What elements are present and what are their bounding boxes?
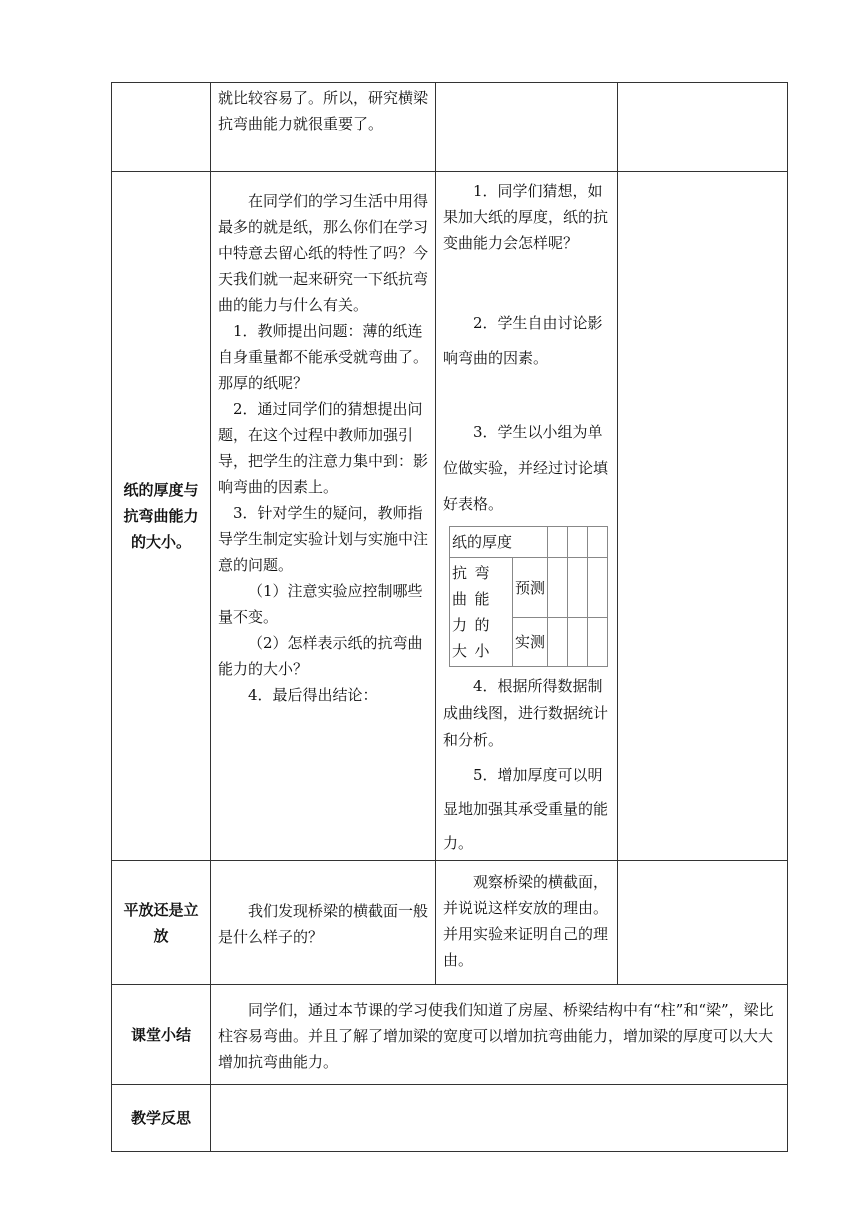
teacher-paragraph: 3．针对学生的疑问，教师指导学生制定实验计划与实施中注意的问题。	[218, 504, 429, 574]
lesson-plan-table	[111, 82, 788, 1152]
empty-cell	[618, 861, 788, 985]
student-paragraph: 1．同学们猜想，如果加大纸的厚度，纸的抗变曲能力会怎样呢？	[443, 182, 609, 252]
teacher-paragraph: （2）怎样表示纸的抗弯曲能力的大小？	[218, 634, 423, 678]
student-activity-cell	[436, 861, 618, 985]
data-cell[interactable]	[548, 527, 568, 558]
summary-text: 同学们，通过本节课的学习使我们知道了房屋、桥梁结构中有“柱”和“梁”，梁比柱容易弯曲。并且了解了增加梁的宽度可以增加抗弯曲能力，增加梁的厚度可以大大增加抗弯曲能力。	[218, 1000, 774, 1071]
teacher-paragraph: 2．通过同学们的猜想提出问题，在这个过程中教师加强引导，把学生的注意力集中到：影响弯曲的因素上。	[218, 400, 429, 496]
data-cell[interactable]	[568, 618, 588, 667]
table-row	[112, 861, 788, 985]
section-label: 平放还是立放	[112, 861, 211, 985]
table-row	[112, 172, 788, 861]
section-label: 纸的厚度与抗弯曲能力的大小。	[112, 172, 211, 861]
data-cell[interactable]	[588, 558, 608, 618]
student-paragraph: 5．增加厚度可以明显地加强其承受重量的能力。	[443, 766, 609, 852]
student-paragraph: 观察桥梁的横截面，并说说这样安放的理由。并用实验来证明自己的理由。	[443, 873, 609, 969]
teacher-activity-cell	[211, 172, 436, 861]
reflection-cell[interactable]	[211, 1085, 788, 1152]
teacher-paragraph: 我们发现桥梁的横截面一般是什么样子的？	[218, 901, 429, 946]
data-cell[interactable]	[568, 527, 588, 558]
teacher-paragraph: 1．教师提出问题：薄的纸连自身重量都不能承受就弯曲了。那厚的纸呢？	[218, 322, 429, 392]
table-row	[112, 1085, 788, 1152]
empty-cell	[618, 83, 788, 172]
teacher-paragraph: （1）注意实验应控制哪些量不变。	[218, 582, 423, 626]
section-label: 教学反思	[112, 1085, 211, 1152]
student-paragraph: 3．学生以小组为单位做实验，并经过讨论填好表格。	[443, 423, 609, 513]
teacher-activity-cell	[211, 83, 436, 172]
teacher-paragraph: 4．最后得出结论：	[248, 686, 378, 704]
empty-cell	[436, 83, 618, 172]
section-label: 课堂小结	[112, 985, 211, 1085]
empty-cell	[618, 172, 788, 861]
teacher-paragraph: 在同学们的学习生活中用得最多的就是纸，那么你们在学习中特意去留心纸的特性了吗？今天我们就一起来研究一下纸抗弯曲的能力与什么有关。	[218, 192, 429, 314]
experiment-table	[449, 526, 608, 667]
student-activity-cell	[436, 172, 618, 861]
student-paragraph: 4．根据所得数据制成曲线图，进行数据统计和分析。	[443, 677, 609, 749]
ability-header: 抗弯曲能力的大小	[450, 558, 513, 667]
summary-cell	[211, 985, 788, 1085]
data-cell[interactable]	[548, 558, 568, 618]
data-cell[interactable]	[548, 618, 568, 667]
thickness-header: 纸的厚度	[450, 527, 548, 558]
teacher-activity-cell	[211, 861, 436, 985]
empty-cell	[112, 83, 211, 172]
table-row	[112, 83, 788, 172]
data-cell[interactable]	[568, 558, 588, 618]
predict-label: 预测	[513, 558, 548, 618]
data-cell[interactable]	[588, 618, 608, 667]
actual-label: 实测	[513, 618, 548, 667]
student-paragraph: 2．学生自由讨论影响弯曲的因素。	[443, 314, 603, 367]
table-row	[112, 985, 788, 1085]
data-cell[interactable]	[588, 527, 608, 558]
teacher-text: 就比较容易了。所以，研究横梁抗弯曲能力就很重要了。	[218, 89, 429, 133]
